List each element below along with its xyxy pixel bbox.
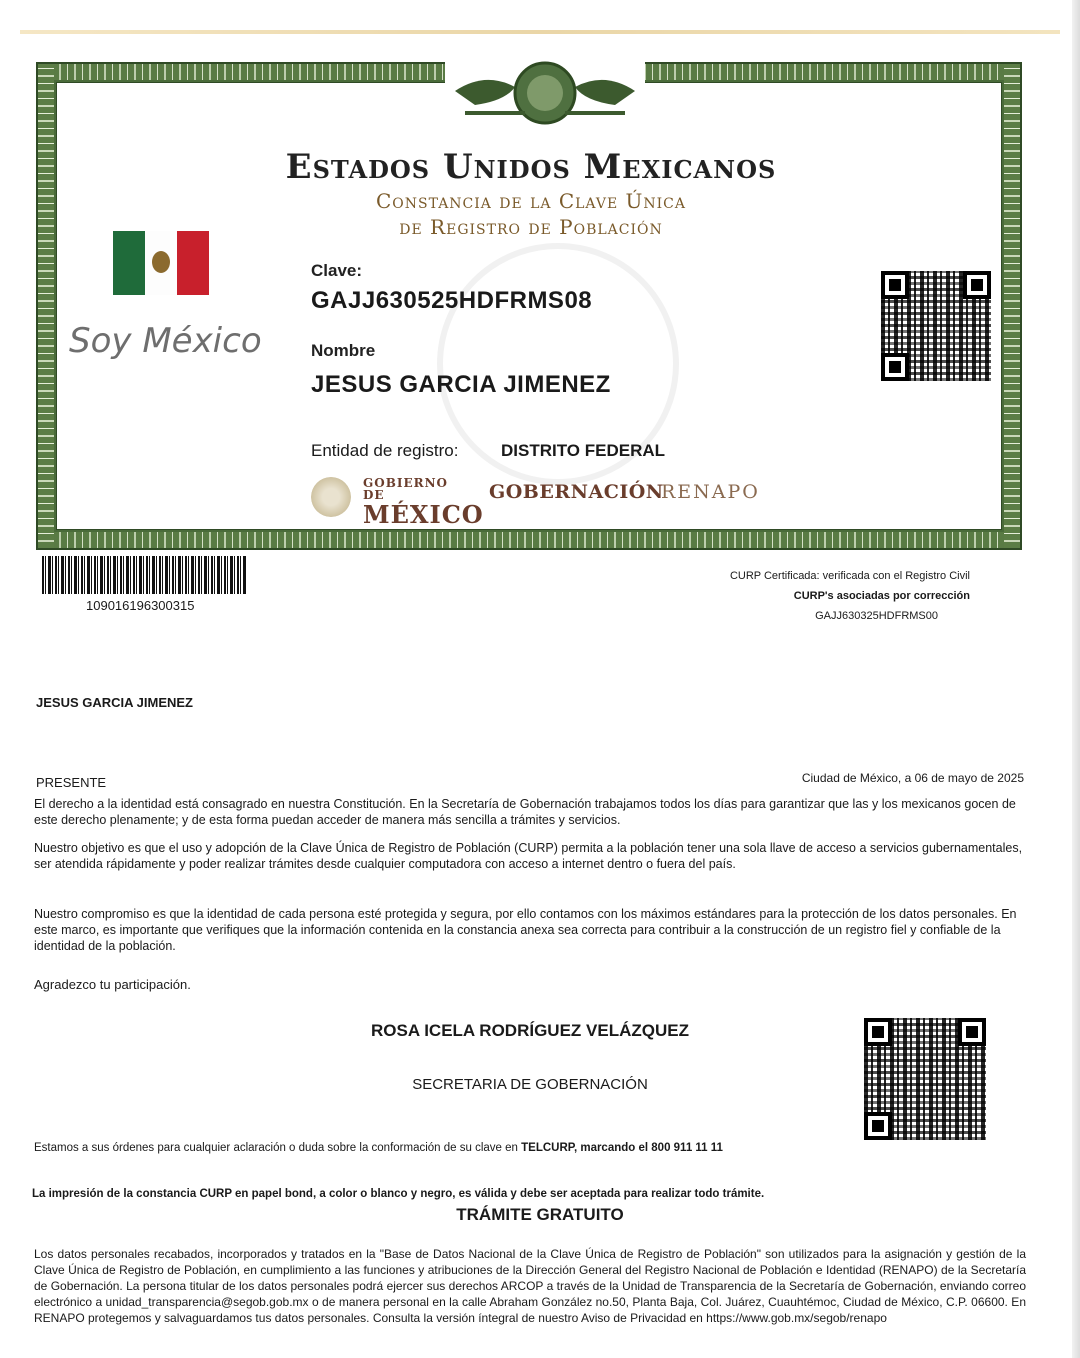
letter-recipient: JESUS GARCIA JIMENEZ [36,695,193,710]
mexico-flag-icon [113,231,209,295]
gobierno-seal-icon [311,477,351,517]
certificate-body [56,82,1002,530]
gobierno-de-mexico-logo [363,476,484,529]
letter-paragraph-2: Nuestro objetivo es que el uso y adopción de la Clave Única de Registro de Población (CURP) permita a la población tener una sola llave de acceso a servicios gubernamentales, ser atendida rápidamente y poder realizar trámites desde cualquier computadora con acceso a internet dentro o fuera del país. [34,841,1023,871]
clave-label: Clave: [311,261,363,280]
page-edge [1072,0,1080,1358]
signer-title: SECRETARIA DE GOBERNACIÓN [412,1076,648,1093]
certification-note-2: CURP's asociadas por corrección [793,590,970,602]
entidad-value: DISTRITO FEDERAL [501,441,666,460]
privacy-notice: Los datos personales recabados, incorporados y tratados en la "Base de Datos Nacional de la Clave Única de Registro de Población" son utilizados para la asignación y gestión de la Clave Única de Registro de Población, en cumplimiento a las funciones y atribuciones de la Dirección General del Registro Nacional de Población e Identidad (RENAPO) de la Secretaría de Gobernación. La persona titular de los datos personales podrá ejercer sus derechos ARCOP a través de la Unidad de Transparencia de la Secretaría de Gobernación, enviando correo electrónico a unidad_transparencia@segob.gob.mx o de manera personal en la calle Abraham González no.50, Planta Baja, Col. Juárez, Cuauhtémoc, Ciudad de México, C.P. 06600. En RENAPO protegemos y salvaguardamos tus datos personales. Consulta la versión íntegral de nuestro Aviso de Privacidad en https://www.gob.mx/segob/renapo [34,1247,1026,1325]
free-procedure-label: TRÁMITE GRATUITO [456,1205,624,1224]
soy-mexico-brand: Soy México [69,321,262,361]
certification-note-3: GAJJ630325HDFRMS00 [815,610,938,622]
document-title: Estados Unidos Mexicanos [285,147,777,187]
frame-border-bottom [38,532,1020,548]
letter-paragraph-1: El derecho a la identidad está consagrado en nuestra Constitución. En la Secretaría de Gobernación trabajamos todos los días para garantizar que las y los mexicanos gocen de este derecho plenamente; y de esta forma puedan acceder de manera más sencilla a trámites y servicios. [34,797,1016,827]
certification-note-1: CURP Certificada: verificada con el Registro Civil [729,570,970,582]
frame-border-right [1004,64,1020,548]
top-paper-strip [20,30,1060,34]
letter-paragraph-3: Nuestro compromiso es que la identidad de cada persona esté protegida y segura, por ello contamos con los máximos estándares para la protección de los datos personales. En este marco, es importante que verifiques que la información contenida en la constancia anexa sea correcta para contribuir a la construcción de un registro fiel y confiable de la identidad de la población. [34,907,1017,953]
curp-certificate [36,62,1022,550]
letter-place-date: Ciudad de México, a 06 de mayo de 2025 [801,771,1024,785]
clave-value: GAJJ630525HDFRMS08 [311,287,593,314]
letter-thanks: Agradezco tu participación. [34,977,191,992]
entidad-label: Entidad de registro: [311,441,459,460]
gobernacion-logo: GOBERNACIÓN [489,481,664,503]
signer-name: ROSA ICELA RODRÍGUEZ VELÁZQUEZ [371,1021,689,1040]
telcurp-phone: TELCURP, marcando el 800 911 11 11 [521,1142,723,1154]
contact-prefix: Estamos a sus órdenes para cualquier aclaración o duda sobre la conformación de su clave en [34,1142,522,1154]
letter-presente: PRESENTE [36,775,107,790]
gobierno-logo-line2: MÉXICO [363,500,484,529]
barcode-number: 109016196300315 [86,598,195,613]
frame-border-left [38,64,54,548]
qr-code-icon [881,271,991,381]
contact-line [34,1140,854,1157]
signature-qr-code-icon [864,1018,986,1140]
nombre-value: JESUS GARCIA JIMENEZ [311,371,611,398]
gobierno-logo-line1: GOBIERNO DE [363,476,448,502]
nombre-label: Nombre [311,341,376,360]
barcode-icon [42,556,246,594]
national-seal-icon [445,61,645,127]
print-validity-notice: La impresión de la constancia CURP en papel bond, a color o blanco y negro, es válida y debe ser aceptada para realizar todo trámite. [32,1188,765,1200]
document-subtitle-2: de Registro de Población [399,215,663,239]
document-subtitle-1: Constancia de la Clave Única [376,189,686,213]
renapo-logo: RENAPO [661,481,760,503]
